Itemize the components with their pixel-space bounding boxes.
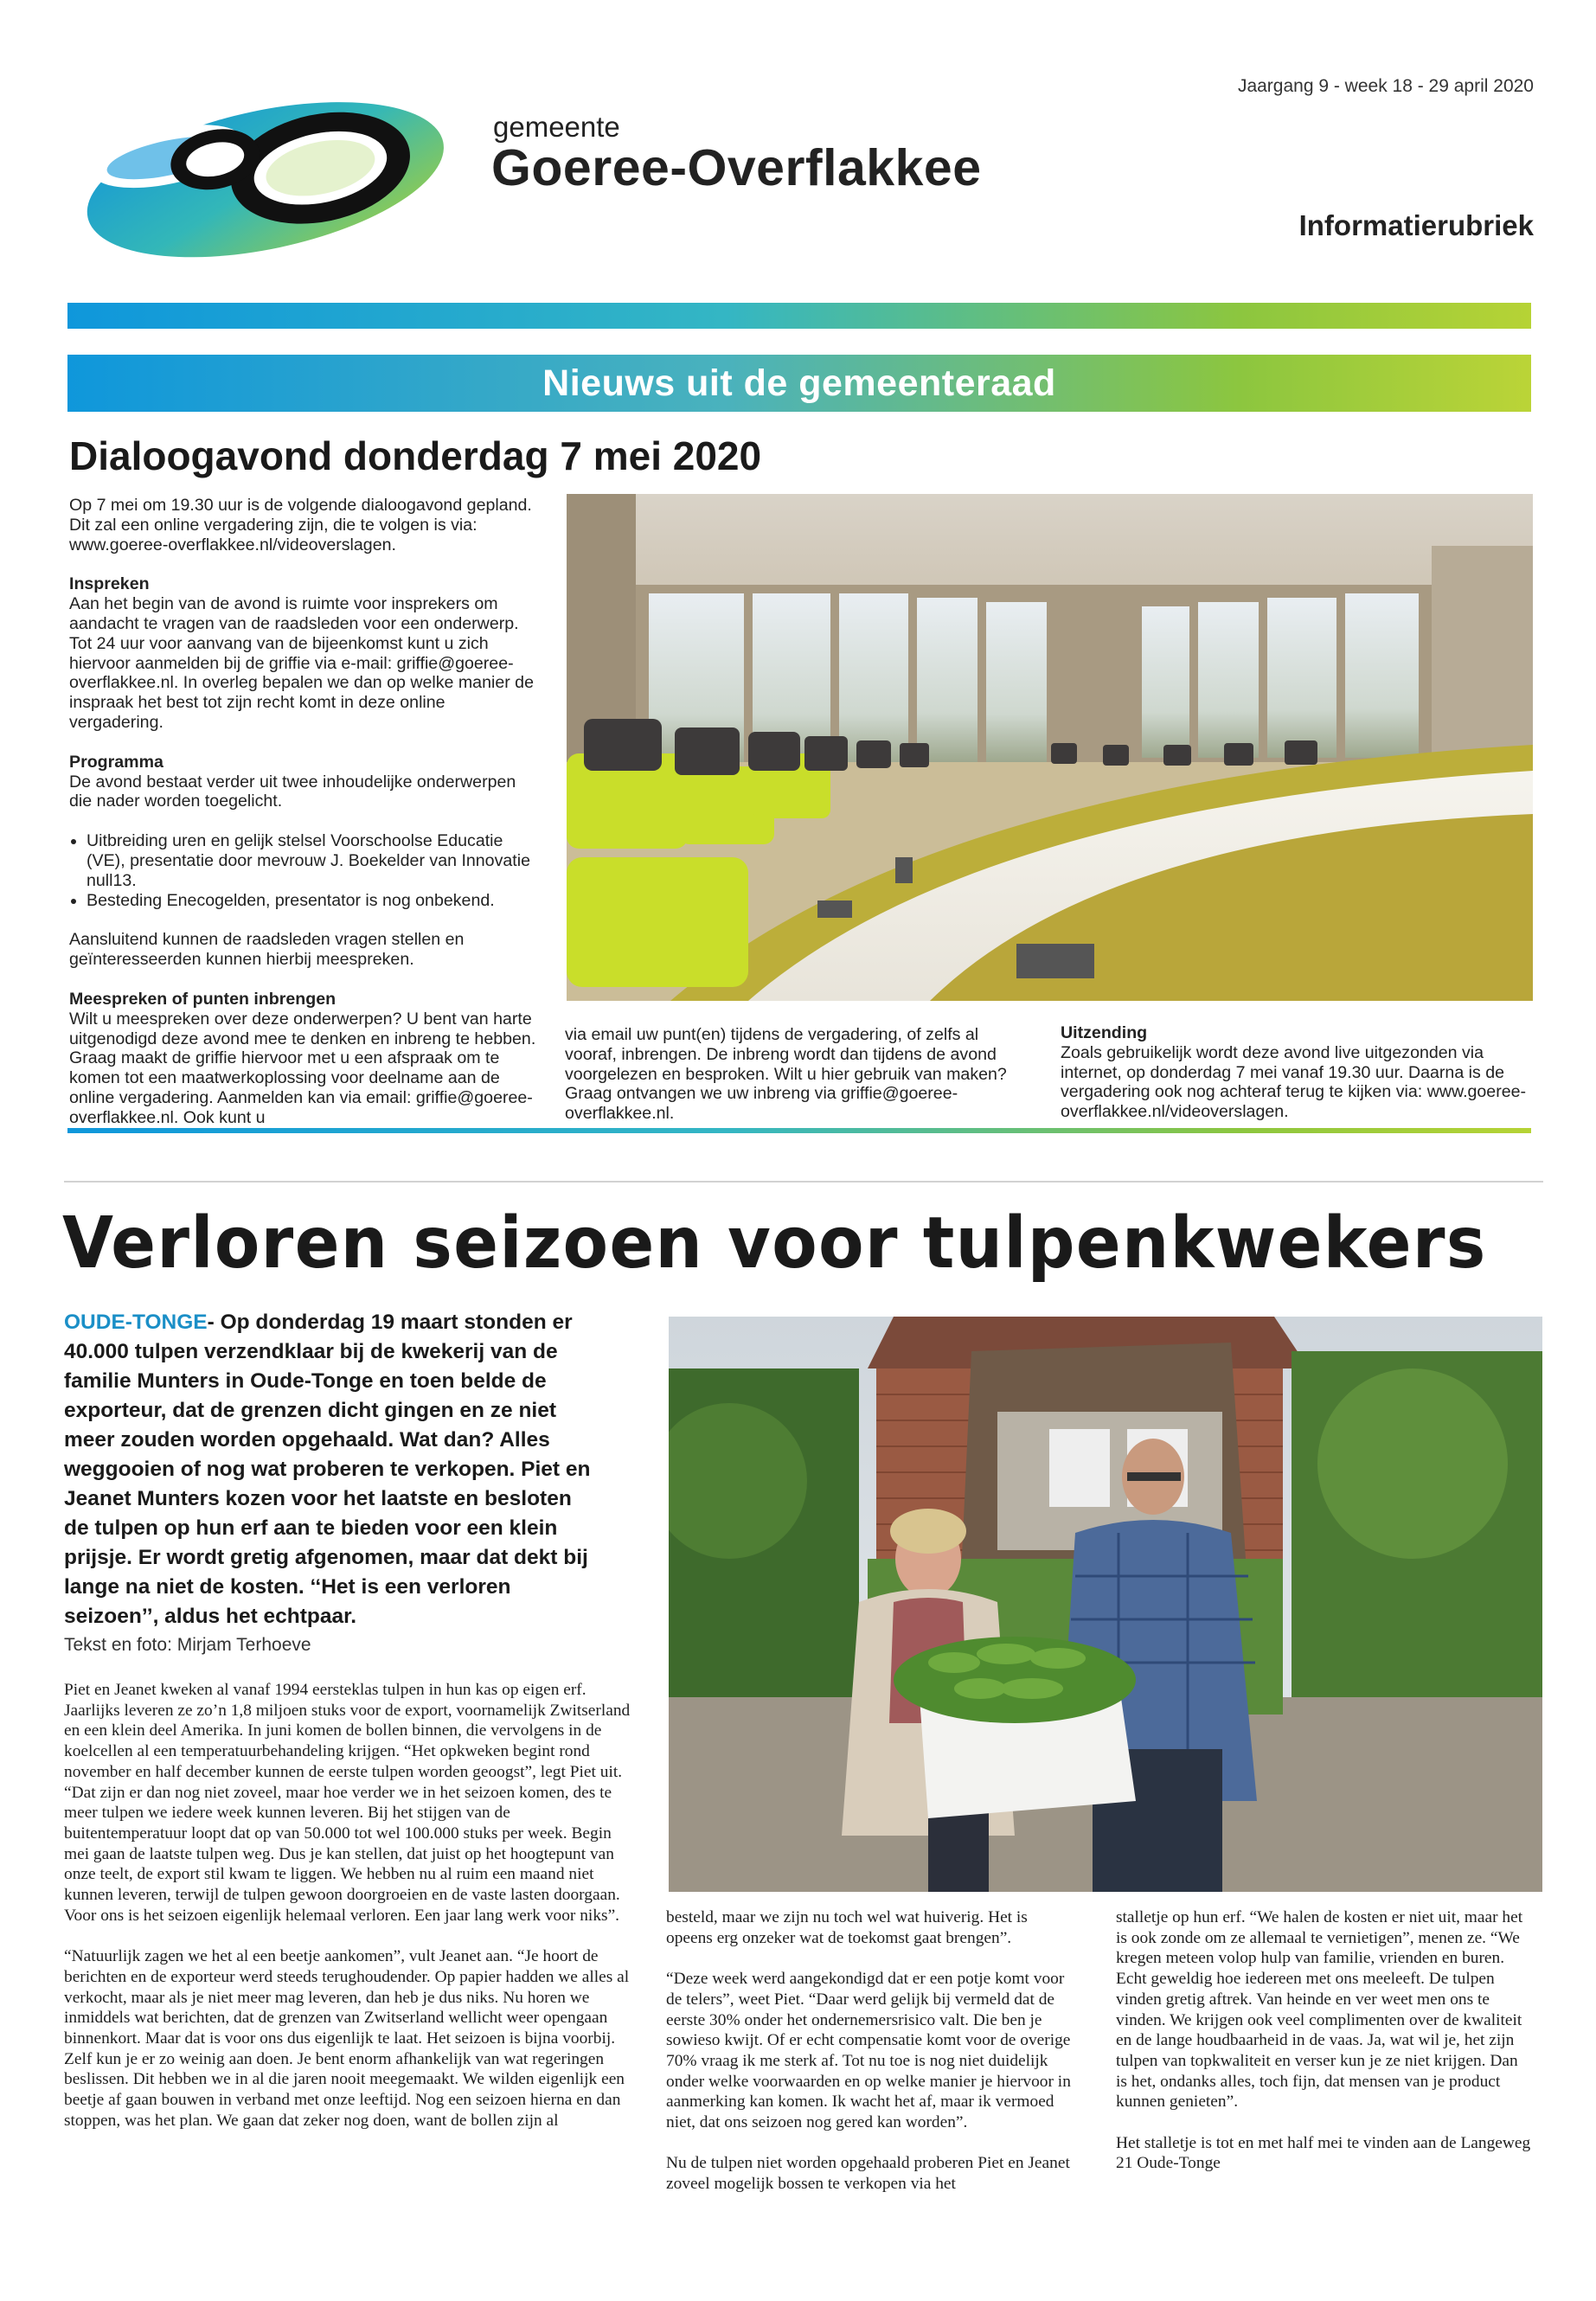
paragraph: besteld, maar we zijn nu toch wel wat huiverig. Het is opeens erg onzeker wat de toekomst gaat brengen”. [666,1908,1028,1947]
council-column-3 [1061,1023,1532,1142]
dateline-place: OUDE-TONGE [64,1311,208,1334]
article-byline: Tekst en foto: Mirjam Terhoeve [64,1635,311,1655]
bottom-gradient-rule [67,1128,1531,1133]
meespreken-text: Wilt u meespreken over deze onderwerpen? U bent van harte uitgenodigd deze avond mee te denken en inbreng te hebben. Graag maakt de griffie hiervoor met u een afspraak om te komen tot een maatwerkoplossing voor deelname aan de online vergadering. Aanmelden kan via email: griffie@goeree-overflakkee.nl. Ook kunt u [69,1009,536,1127]
uitzending-text: Zoals gebruikelijk wordt deze avond live uitgezonden via internet, op donderdag 7 mei vanaf 19.30 uur. Daarna is de vergadering ook nog achteraf terug te kijken via: www.goeree-overflakkee.nl/videoverslagen. [1061,1042,1527,1122]
list-item: • Besteding Enecogelden, presentator is nog onbekend. [87,891,536,911]
paragraph: “Natuurlijk zagen we het al een beetje aankomen”, vult Jeanet aan. “Je hoort de berichten en de exporteur werd steeds terughoudender. Op papier hadden we alles al verkocht, maar als je niet meer mag leveren, dan heb je dus niks. Nu horen we inmiddels wat berichten, dat de grenzen van Zwitserland wellicht weer opengaan binnenkort. Maar dat is voor ons dus eigenlijk te laat. Het seizoen is bijna voorbij. Zelf kun je er zo weinig aan doen. Je bent enorm afhankelijk van wat regeringen beslissen. Dit hebben we in al die jaren nooit meegemaakt. We wilden eigenlijk een beetje af gaan bouwen in verband met onze leeftijd. Nog een seizoen hierna en dan stoppen, was het plan. We gaan dat zeker nog doen, want de bollen zijn al [64,1947,630,2130]
inspreken-text: Aan het begin van de avond is ruimte voor insprekers om aandacht te vragen van de raadsleden voor een onderwerp. Tot 24 uur voor aanvang van de bijeenkomst kunt u zich hiervoor aanmelden bij de griffie via e-mail: griffie@goeree-overflakkee.nl. In overleg bepalen we dan op welke manier de inspraak het best tot zijn recht komt in deze online vergadering. [69,594,534,732]
article-lead [64,1308,600,1631]
paragraph: stalletje op hun erf. “We halen de kosten er niet uit, maar het is ook zonde om ze allemaal te vernietigen”, menen ze. “We kregen meteen volop hulp van familie, vrienden en buren. Echt geweldig hoe iedereen met ons meeleeft. De tulpen vinden gretig aftrek. Van heinde en ver weet men ons te vinden. We krijgen ook veel complimenten over de kwaliteit en de lange houdbaarheid in de vaas. Ja, wat wil je, het zijn tulpen van topkwaliteit en verser kun je ze niet krijgen. Dan is het, ondanks alles, toch fijn, dat mensen van je product kunnen genieten”. [1116,1908,1523,2112]
article-headline: Verloren seizoen voor tulpenkwekers [62,1202,1487,1285]
tulip-growers-photo [669,1317,1542,1892]
inspreken-heading: Inspreken [69,574,150,594]
issue-info: Jaargang 9 - week 18 - 29 april 2020 [1237,76,1534,96]
council-news-banner [67,355,1531,412]
section-divider [64,1181,1543,1183]
paragraph: “Deze week werd aangekondigd dat er een potje komt voor de telers”, weet Piet. “Daar werd gelijk bij vermeld dat de eerste 30% onder het ondernemersrisico valt. Die ben je sowieso kwijt. Of er echt compensatie komt voor de overige 70% vraag ik me sterk af. Tot nu toe is nog niet duidelijk onder welke voorwaarden en op welke manier je hiervoor in aanmerking kan komen. Ik wacht het af, maar ik vermoed niet, dat ons seizoen nog gered kan worden”. [666,1970,1071,2132]
council-column-2 [565,1025,1032,1144]
programma-list [69,831,536,910]
paragraph: Nu de tulpen niet worden opgehaald proberen Piet en Jeanet zoveel mogelijk bossen te verkopen via het [666,2154,1070,2194]
article-column-3 [1116,1907,1531,2195]
council-chamber-photo [567,494,1533,1001]
aansluitend-text: Aansluitend kunnen de raadsleden vragen stellen en geïnteresseerden kunnen hierbij meespreken. [69,930,465,970]
uitzending-heading: Uitzending [1061,1023,1148,1042]
paragraph: Het stalletje is tot en met half mei te vinden aan de Langeweg 21 Oude-Tonge [1116,2133,1531,2173]
meespreken-block [69,990,536,1128]
article-column-1 [64,1680,635,2151]
uitzending-block [1061,1023,1532,1122]
inbreng-text: via email uw punt(en) tijdens de vergadering, of zelfs al vooraf, inbrengen. De inbreng wordt dan tijdens de avond voorgelezen en besproken. Wilt u hier gebruik van maken? Graag ontvangen we uw inbreng via griffie@goeree-overflakkee.nl. [565,1025,1007,1124]
brand-name: Goeree-Overflakkee [491,139,982,196]
programma-heading: Programma [69,752,163,772]
municipality-logo [61,78,450,264]
article-column-2 [666,1907,1077,2215]
dialogue-evening-title: Dialoogavond donderdag 7 mei 2020 [69,433,762,478]
lead-text: - Op donderdag 19 maart stonden er 40.000 tulpen verzendklaar bij de kwekerij van de familie Munters in Oude-Tonge en toen belde de exporteur, dat de grenzen dicht gingen en ze niet meer zouden worden opgehaald. Wat dan? Alles weggooien of nog wat proberen te verkopen. Piet en Jeanet Munters kozen voor het laatste en besloten de tulpen op hun erf aan te bieden voor een klein prijsje. Er wordt gretig afgenomen, maar dat dekt bij lange na niet de kosten. ‘‘Het is een verloren seizoen’’, aldus het echtpaar. [64,1311,591,1628]
council-intro: Op 7 mei om 19.30 uur is de volgende dialoogavond gepland. Dit zal een online vergadering zijn, die te volgen is via: www.goeree-overflakkee.nl/videoverslagen. [69,496,532,554]
section-label: Informatierubriek [1298,209,1534,241]
paragraph: Piet en Jeanet kweken al vanaf 1994 eersteklas tulpen in hun kas op eigen erf. Jaarlijks leveren ze zo’n 1,8 miljoen stuks voor de export, voornamelijk Zwitserland en een klein deel Amerika. In juni komen de bollen binnen, die vervolgens in de koelcellen al een temperatuurbehandeling krijgen. “Het opkweken begint rond november en half december kunnen de eerste tulpen worden geoogst”, legt Piet uit. “Dat zijn er dan nog niet zoveel, maar hoe verder we in het seizoen komen, des te meer tulpen we iedere week kunnen leveren. Bij het stijgen van de buitentemperatuur loopt dat op van 50.000 tot wel 100.000 stuks per week. Begin mei gaan de laatste tulpen weg. Dus je kan stellen, dat juist op het hoogtepunt van onze teelt, de export stil kwam te liggen. We hebben nu al ruim een maand niet kunnen leveren, terwijl de tulpen gewoon doorgroeien en de vaste lasten doorgaan. Voor ons is het seizoen eigenlijk helemaal verloren. Een jaar lang werk voor niks”. [64,1681,631,1925]
banner-title: Nieuws uit de gemeenteraad [542,362,1056,404]
council-column-1 [69,496,536,1148]
top-gradient-rule [67,303,1531,329]
list-item: • Uitbreiding uren en gelijk stelsel Voorschoolse Educatie (VE), presentatie door mevrouw J. Boekelder van Innovatie null13. [87,831,536,890]
programma-text: De avond bestaat verder uit twee inhoudelijke onderwerpen die nader worden toegelicht. [69,772,516,811]
inspreken-block [69,574,536,732]
meespreken-heading: Meespreken of punten inbrengen [69,989,337,1009]
brand-prefix: gemeente [493,111,620,143]
programma-block [69,753,536,811]
